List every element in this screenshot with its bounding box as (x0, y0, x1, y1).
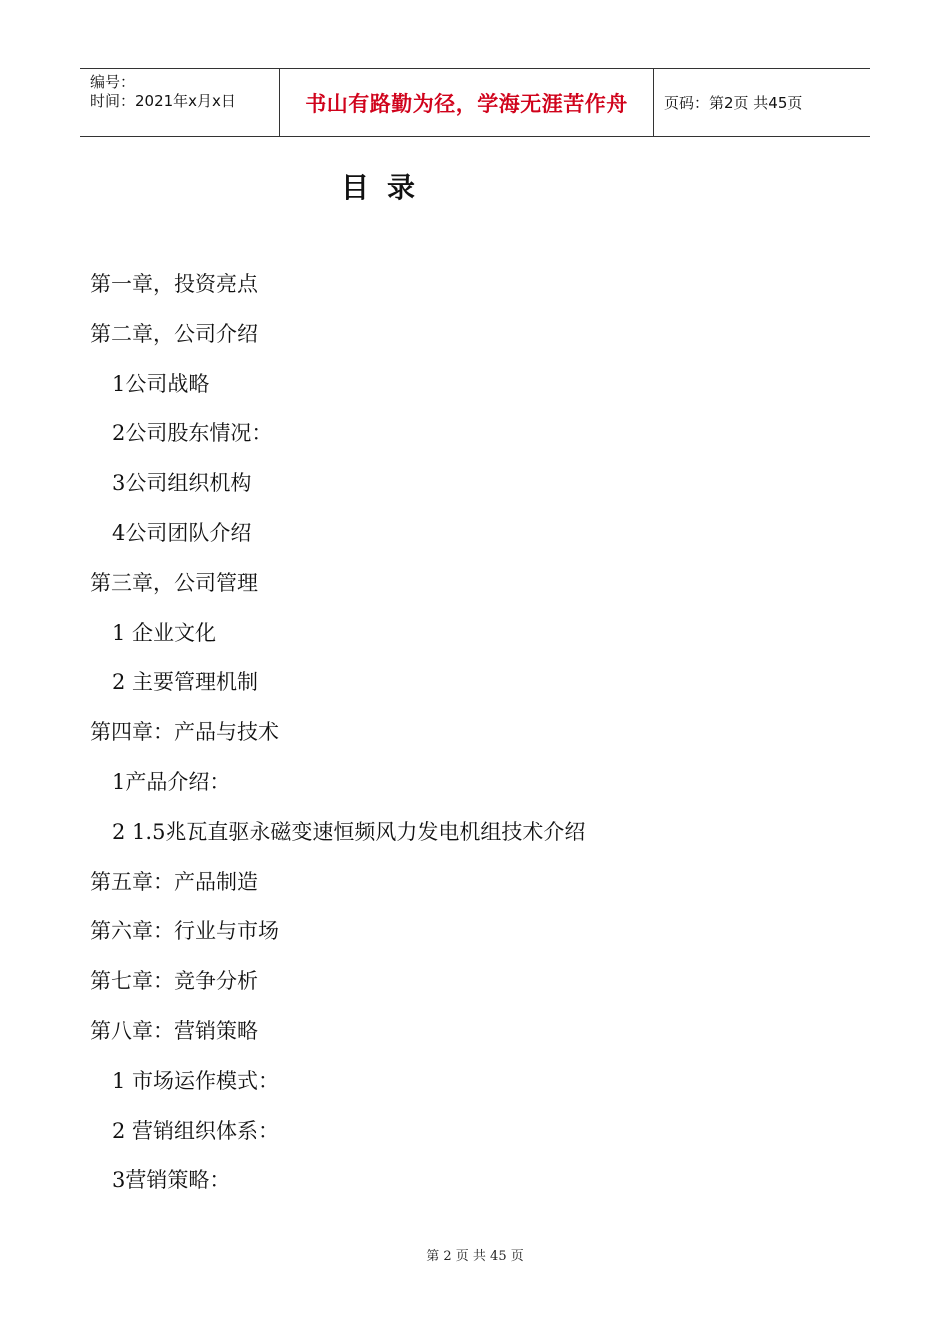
toc-chapter-item: 第八章：营销策略 (90, 1018, 258, 1043)
toc-section-item: 2 营销组织体系： (112, 1118, 280, 1143)
toc-section-item: 3公司组织机构 (112, 471, 252, 496)
toc-section-item: 2公司股东情况： (112, 421, 273, 446)
toc-section-item: 1 企业文化 (112, 620, 217, 645)
page-header (80, 68, 870, 137)
toc-section-item: 1产品介绍： (112, 769, 231, 794)
header-page-info: 页码：第2页 共45页 (664, 94, 803, 112)
header-motto: 书山有路勤为径，学海无涯苦作舟 (280, 69, 654, 136)
toc-section-item: 4公司团队介绍 (112, 520, 252, 545)
toc-chapter-item: 第四章：产品与技术 (90, 720, 279, 745)
toc-section-item: 2 1.5兆瓦直驱永磁变速恒频风力发电机组技术介绍 (112, 819, 586, 844)
toc-chapter-item: 第二章，公司介绍 (90, 321, 258, 346)
toc-section-item: 1 市场运作模式： (112, 1068, 280, 1093)
toc-chapter-item: 第五章：产品制造 (90, 869, 258, 894)
toc-chapter-item: 第三章，公司管理 (90, 570, 258, 595)
page-footer: 第 2 页 共 45 页 (426, 1249, 524, 1264)
toc-section-item: 3营销策略： (112, 1168, 231, 1193)
toc-section-item: 1公司战略 (112, 371, 210, 396)
table-of-contents (90, 260, 870, 1206)
toc-chapter-item: 第一章，投资亮点 (90, 272, 258, 296)
header-number-label: 编号： (90, 73, 136, 91)
toc-chapter-item: 第七章：竞争分析 (90, 969, 258, 994)
toc-chapter-item: 第六章：行业与市场 (90, 919, 279, 944)
toc-section-item: 2 主要管理机制 (112, 670, 259, 695)
header-time-label: 时间：2021年x月x日 (90, 92, 236, 110)
header-meta (80, 69, 280, 136)
toc-title: 目录 (340, 171, 433, 204)
